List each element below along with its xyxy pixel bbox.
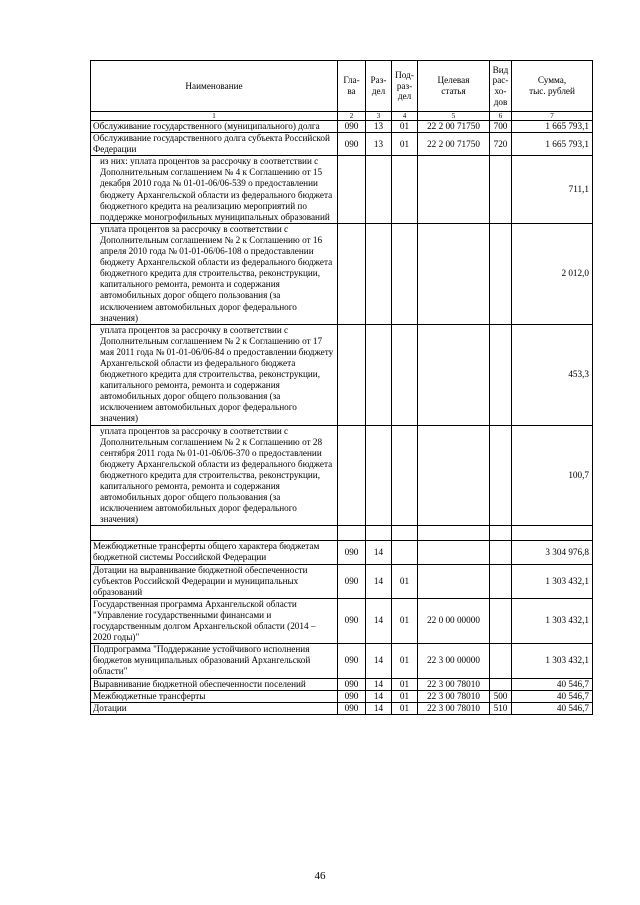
row-statya: 22 3 00 00000 — [418, 644, 490, 678]
col-number: 2 — [338, 112, 366, 121]
row-statya — [418, 564, 490, 598]
row-vid — [490, 324, 512, 425]
row-statya — [418, 541, 490, 564]
table-row — [91, 425, 593, 526]
row-vid — [490, 156, 512, 224]
empty-cell — [392, 526, 418, 541]
row-statya: 22 2 00 71750 — [418, 121, 490, 133]
header-name: Наименование — [91, 61, 338, 112]
col-number: 3 — [366, 112, 392, 121]
empty-cell — [91, 526, 338, 541]
row-summa: 1 303 432,1 — [512, 644, 593, 678]
row-summa: 100,7 — [512, 425, 593, 526]
table-row — [91, 690, 593, 702]
row-glava: 090 — [338, 690, 366, 702]
col-number: 4 — [392, 112, 418, 121]
row-razdel: 14 — [366, 598, 392, 643]
row-name: Дотации на выравнивание бюджетной обеспеченности субъектов Российской Федерации и муниципальных образований — [91, 564, 338, 598]
row-podrazdel — [392, 156, 418, 224]
row-razdel — [366, 156, 392, 224]
empty-cell — [512, 526, 593, 541]
row-glava: 090 — [338, 541, 366, 564]
row-glava: 090 — [338, 702, 366, 714]
row-vid — [490, 564, 512, 598]
row-glava — [338, 425, 366, 526]
row-summa: 40 546,7 — [512, 690, 593, 702]
row-summa: 1 303 432,1 — [512, 564, 593, 598]
row-vid — [490, 678, 512, 690]
row-statya: 22 3 00 78010 — [418, 678, 490, 690]
row-summa: 2 012,0 — [512, 223, 593, 324]
row-summa: 40 546,7 — [512, 702, 593, 714]
row-name: уплата процентов за рассрочку в соответствии с Дополнительным соглашением № 2 к Соглашению от 16 апреля 2010 года № 01-01-06/06-108 о предоставлении бюджету Архангельской области из федерального бюджета бюджетного кредита для строительства, реконструкции, капитального ремонта, ремонта и содержания автомобильных дорог общего пользования (за исключением автомобильных дорог федерального значения) — [91, 223, 338, 324]
col-number: 1 — [91, 112, 338, 121]
row-statya: 22 3 00 78010 — [418, 690, 490, 702]
row-razdel: 14 — [366, 541, 392, 564]
row-name: Межбюджетные трансферты — [91, 690, 338, 702]
header-summa: Сумма, тыс. рублей — [512, 61, 593, 112]
row-razdel: 13 — [366, 133, 392, 156]
row-summa: 1 665 793,1 — [512, 133, 593, 156]
row-podrazdel — [392, 425, 418, 526]
empty-cell — [338, 526, 366, 541]
col-number: 5 — [418, 112, 490, 121]
row-summa: 711,1 — [512, 156, 593, 224]
header-vid: Вид рас- хо- дов — [490, 61, 512, 112]
row-razdel: 14 — [366, 702, 392, 714]
table-row — [91, 564, 593, 598]
row-statya: 22 2 00 71750 — [418, 133, 490, 156]
budget-table — [90, 60, 593, 715]
row-vid — [490, 223, 512, 324]
row-vid: 500 — [490, 690, 512, 702]
row-glava: 090 — [338, 121, 366, 133]
row-podrazdel — [392, 223, 418, 324]
table-row — [91, 223, 593, 324]
row-statya: 22 3 00 78010 — [418, 702, 490, 714]
row-vid: 510 — [490, 702, 512, 714]
row-vid — [490, 598, 512, 643]
row-podrazdel: 01 — [392, 564, 418, 598]
row-podrazdel: 01 — [392, 644, 418, 678]
row-name: Дотации — [91, 702, 338, 714]
row-statya — [418, 425, 490, 526]
row-razdel: 13 — [366, 121, 392, 133]
col-number: 6 — [490, 112, 512, 121]
row-podrazdel: 01 — [392, 702, 418, 714]
row-podrazdel: 01 — [392, 678, 418, 690]
row-vid — [490, 541, 512, 564]
row-vid — [490, 425, 512, 526]
row-razdel — [366, 223, 392, 324]
row-podrazdel — [392, 541, 418, 564]
row-glava — [338, 223, 366, 324]
row-summa: 40 546,7 — [512, 678, 593, 690]
row-podrazdel: 01 — [392, 133, 418, 156]
header-glava: Гла- ва — [338, 61, 366, 112]
empty-cell — [490, 526, 512, 541]
row-razdel — [366, 324, 392, 425]
row-glava: 090 — [338, 678, 366, 690]
header-razdel: Раз- дел — [366, 61, 392, 112]
row-summa: 1 303 432,1 — [512, 598, 593, 643]
table-row — [91, 121, 593, 133]
row-name: Межбюджетные трансферты общего характера бюджетам бюджетной системы Российской Федерации — [91, 541, 338, 564]
row-vid — [490, 644, 512, 678]
header-statya: Целевая статья — [418, 61, 490, 112]
row-name: Обслуживание государственного долга субъекта Российской Федерации — [91, 133, 338, 156]
row-vid: 720 — [490, 133, 512, 156]
row-statya: 22 0 00 00000 — [418, 598, 490, 643]
row-statya — [418, 156, 490, 224]
row-glava: 090 — [338, 644, 366, 678]
row-podrazdel: 01 — [392, 121, 418, 133]
budget-table-sheet — [90, 60, 592, 715]
col-number: 7 — [512, 112, 593, 121]
row-razdel — [366, 425, 392, 526]
row-razdel: 14 — [366, 564, 392, 598]
row-summa: 3 304 976,8 — [512, 541, 593, 564]
row-glava: 090 — [338, 598, 366, 643]
row-name: Обслуживание государственного (муниципального) долга — [91, 121, 338, 133]
header-row — [91, 61, 593, 112]
column-number-row — [91, 112, 593, 121]
empty-row — [91, 526, 593, 541]
row-podrazdel: 01 — [392, 598, 418, 643]
row-glava — [338, 156, 366, 224]
table-row — [91, 133, 593, 156]
row-summa: 453,3 — [512, 324, 593, 425]
table-row — [91, 598, 593, 643]
row-name: Выравнивание бюджетной обеспеченности поселений — [91, 678, 338, 690]
row-glava — [338, 324, 366, 425]
row-podrazdel: 01 — [392, 690, 418, 702]
page-number: 46 — [314, 870, 326, 882]
row-glava: 090 — [338, 133, 366, 156]
table-row — [91, 644, 593, 678]
row-summa: 1 665 793,1 — [512, 121, 593, 133]
table-row — [91, 541, 593, 564]
row-statya — [418, 223, 490, 324]
row-glava: 090 — [338, 564, 366, 598]
row-name: Подпрограмма "Поддержание устойчивого исполнения бюджетов муниципальных образований Архангельской области" — [91, 644, 338, 678]
row-name: из них: уплата процентов за рассрочку в соответствии с Дополнительным соглашением № 4 к Соглашению от 15 декабря 2010 года № 01-01-06/06-539 о предоставлении бюджету Архангельской области из федерального бюджета бюджетного кредита на реализацию мероприятий по поддержке моногрофильных муниципальных образований — [91, 156, 338, 224]
row-name: уплата процентов за рассрочку в соответствии с Дополнительным соглашением № 2 к Соглашению от 17 мая 2011 года № 01-01-06/06-84 о предоставлении бюджету Архангельской области из федерального бюджета бюджетного кредита для строительства, реконструкции, капитального ремонта, ремонта и содержания автомобильных дорог общего пользования (за исключением автомобильных дорог федерального значения) — [91, 324, 338, 425]
row-razdel: 14 — [366, 644, 392, 678]
row-statya — [418, 324, 490, 425]
table-row — [91, 702, 593, 714]
table-row — [91, 324, 593, 425]
empty-cell — [418, 526, 490, 541]
empty-cell — [366, 526, 392, 541]
row-name: Государственная программа Архангельской области "Управление государственными финансами и государственным долгом Архангельской области (2014 – 2020 годы)" — [91, 598, 338, 643]
row-name: уплата процентов за рассрочку в соответствии с Дополнительным соглашением № 2 к Соглашению от 28 сентября 2011 года № 01-01-06/06-370 о предоставлении бюджету Архангельской области из федерального бюджета бюджетного кредита для строительства, реконструкции, капитального ремонта, ремонта и содержания автомобильных дорог общего пользования (за исключением автомобильных дорог федерального значения) — [91, 425, 338, 526]
row-razdel: 14 — [366, 678, 392, 690]
header-podrazdel: Под- раз- дел — [392, 61, 418, 112]
row-podrazdel — [392, 324, 418, 425]
row-razdel: 14 — [366, 690, 392, 702]
table-row — [91, 156, 593, 224]
table-row — [91, 678, 593, 690]
row-vid: 700 — [490, 121, 512, 133]
